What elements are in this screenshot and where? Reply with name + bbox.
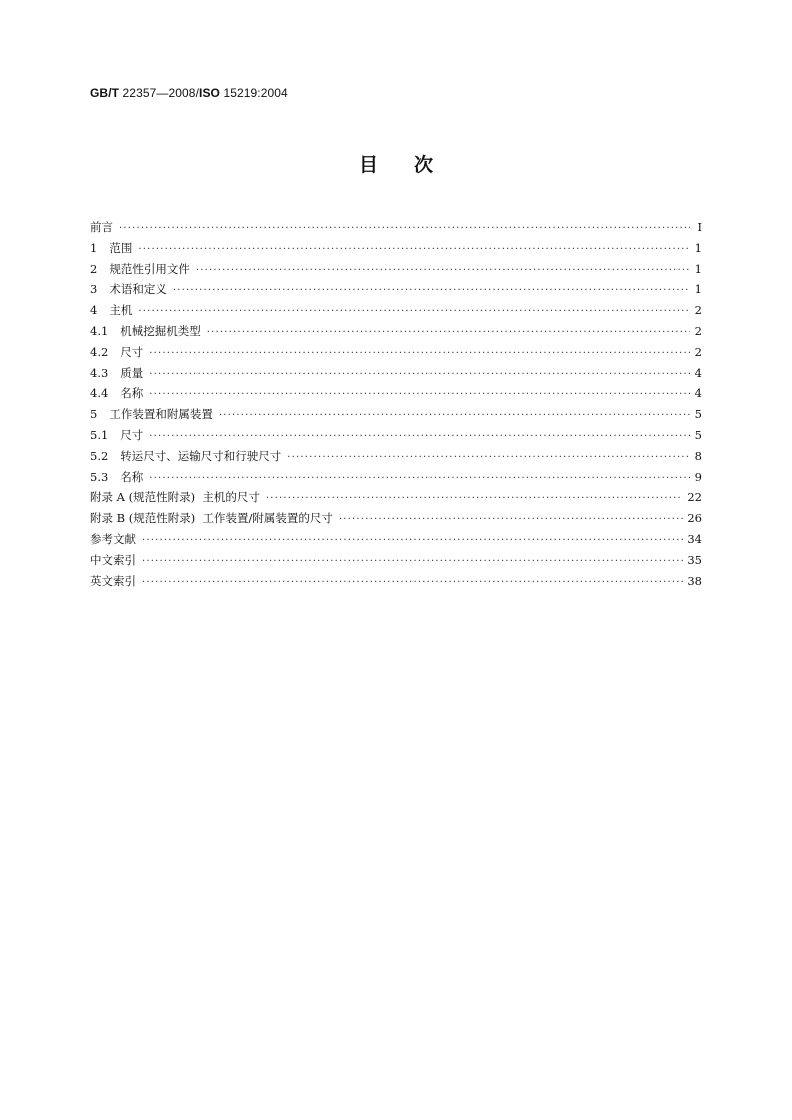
toc-dot-leader — [173, 281, 690, 302]
toc-entry-page-number: 1 — [694, 282, 702, 297]
toc-dot-leader — [119, 219, 690, 240]
toc-entry-page-number: 38 — [687, 573, 702, 588]
toc-entry[interactable] — [90, 300, 702, 321]
toc-entry-page-number: 5 — [694, 407, 702, 422]
standard-code-iso: ISO — [199, 86, 220, 100]
toc-dot-leader — [207, 323, 690, 344]
toc-dot-leader — [142, 573, 683, 594]
toc-entry[interactable] — [90, 446, 702, 467]
toc-entry[interactable] — [90, 342, 702, 363]
toc-entry[interactable] — [90, 259, 702, 280]
toc-entry[interactable] — [90, 487, 702, 508]
toc-entry-page-number: 2 — [694, 323, 702, 338]
toc-entry-label: 尺寸 — [120, 427, 144, 442]
toc-entry-label: 尺寸 — [120, 344, 144, 359]
toc-entry-page-number: 26 — [687, 511, 702, 526]
standard-code-iso-number: 15219:2004 — [223, 86, 288, 100]
toc-entry[interactable] — [90, 321, 702, 342]
toc-entry-label: 工作装置和附属装置 — [109, 407, 213, 422]
toc-entry-number: 5.3 — [90, 469, 109, 484]
toc-entry[interactable] — [90, 404, 702, 425]
standard-code — [90, 86, 288, 100]
toc-entry-label: 名称 — [120, 469, 144, 484]
toc-entry-page-number: I — [697, 220, 702, 234]
toc-entry-page-number: 35 — [687, 552, 702, 567]
toc-entry-page-number: 4 — [694, 386, 702, 401]
toc-entry-label: 名称 — [120, 386, 144, 401]
toc-entry-label: 规范性引用文件 — [109, 261, 190, 276]
toc-entry-number: 3 — [90, 282, 98, 297]
toc-entry-label: 前言 — [90, 220, 113, 234]
page-title: 目次 — [358, 154, 469, 176]
toc-entry-page-number: 34 — [687, 531, 702, 546]
toc-dot-leader — [138, 302, 690, 323]
toc-dot-leader — [339, 510, 683, 531]
toc-entry[interactable] — [90, 550, 702, 571]
toc-entry[interactable] — [90, 238, 702, 259]
toc-dot-leader — [149, 427, 690, 448]
toc-entry-label: 质量 — [120, 365, 144, 380]
toc-entry-label: 附录 B (规范性附录) 工作装置/附属装置的尺寸 — [90, 511, 333, 526]
toc-entry-number: 4 — [90, 303, 98, 318]
toc-entry-label: 主机 — [109, 303, 133, 318]
toc-entry[interactable] — [90, 363, 702, 384]
toc-entry[interactable] — [90, 425, 702, 446]
toc-entry-page-number: 1 — [694, 240, 702, 255]
toc-entry-number: 4.3 — [90, 365, 109, 380]
toc-dot-leader — [142, 531, 683, 552]
standard-code-prefix: GB/T — [90, 86, 120, 100]
toc-entry-page-number: 8 — [694, 448, 702, 463]
toc-entry-number: 4.1 — [90, 323, 109, 338]
toc-entry-number: 5 — [90, 407, 98, 422]
toc-entry-page-number: 2 — [694, 303, 702, 318]
toc-entry-number: 5.2 — [90, 448, 109, 463]
toc-entry-page-number: 4 — [694, 365, 702, 380]
toc-dot-leader — [138, 240, 690, 261]
toc-entry-page-number: 9 — [694, 469, 702, 484]
toc-dot-leader — [266, 489, 683, 510]
toc-entry-label: 附录 A (规范性附录) 主机的尺寸 — [90, 490, 260, 505]
toc-entry-label: 英文索引 — [90, 573, 136, 588]
toc-entry[interactable] — [90, 383, 702, 404]
toc-entry-page-number: 5 — [694, 427, 702, 442]
toc-entry-label: 机械挖掘机类型 — [120, 323, 201, 338]
toc-entry-label: 术语和定义 — [109, 282, 167, 297]
toc-entry-page-number: 1 — [694, 261, 702, 276]
toc-entry-number: 1 — [90, 240, 98, 255]
toc-dot-leader — [149, 385, 690, 406]
toc-dot-leader — [196, 261, 690, 282]
toc-entry[interactable] — [90, 508, 702, 529]
toc-entry-label: 参考文献 — [90, 531, 136, 546]
toc-entry-label: 中文索引 — [90, 552, 136, 567]
toc-entry-label: 转运尺寸、运输尺寸和行驶尺寸 — [120, 448, 282, 463]
toc-entry[interactable] — [90, 571, 702, 592]
toc-entry-number: 4.2 — [90, 344, 109, 359]
toc-entry[interactable] — [90, 467, 702, 488]
toc-dot-leader — [219, 406, 690, 427]
toc-entry-label: 范围 — [109, 240, 133, 255]
toc-dot-leader — [287, 448, 690, 469]
toc-entry-page-number: 2 — [694, 344, 702, 359]
toc-dot-leader — [149, 344, 690, 365]
toc-dot-leader — [149, 469, 690, 490]
toc-entry-page-number: 22 — [687, 490, 702, 505]
toc-entry-number: 5.1 — [90, 427, 109, 442]
standard-code-number: 22357—2008/ — [122, 86, 200, 100]
table-of-contents — [90, 217, 702, 591]
toc-dot-leader — [149, 365, 690, 386]
toc-entry[interactable] — [90, 217, 702, 238]
toc-entry[interactable] — [90, 279, 702, 300]
toc-entry-number: 2 — [90, 261, 98, 276]
toc-entry-number: 4.4 — [90, 386, 109, 401]
toc-entry[interactable] — [90, 529, 702, 550]
toc-dot-leader — [142, 552, 683, 573]
